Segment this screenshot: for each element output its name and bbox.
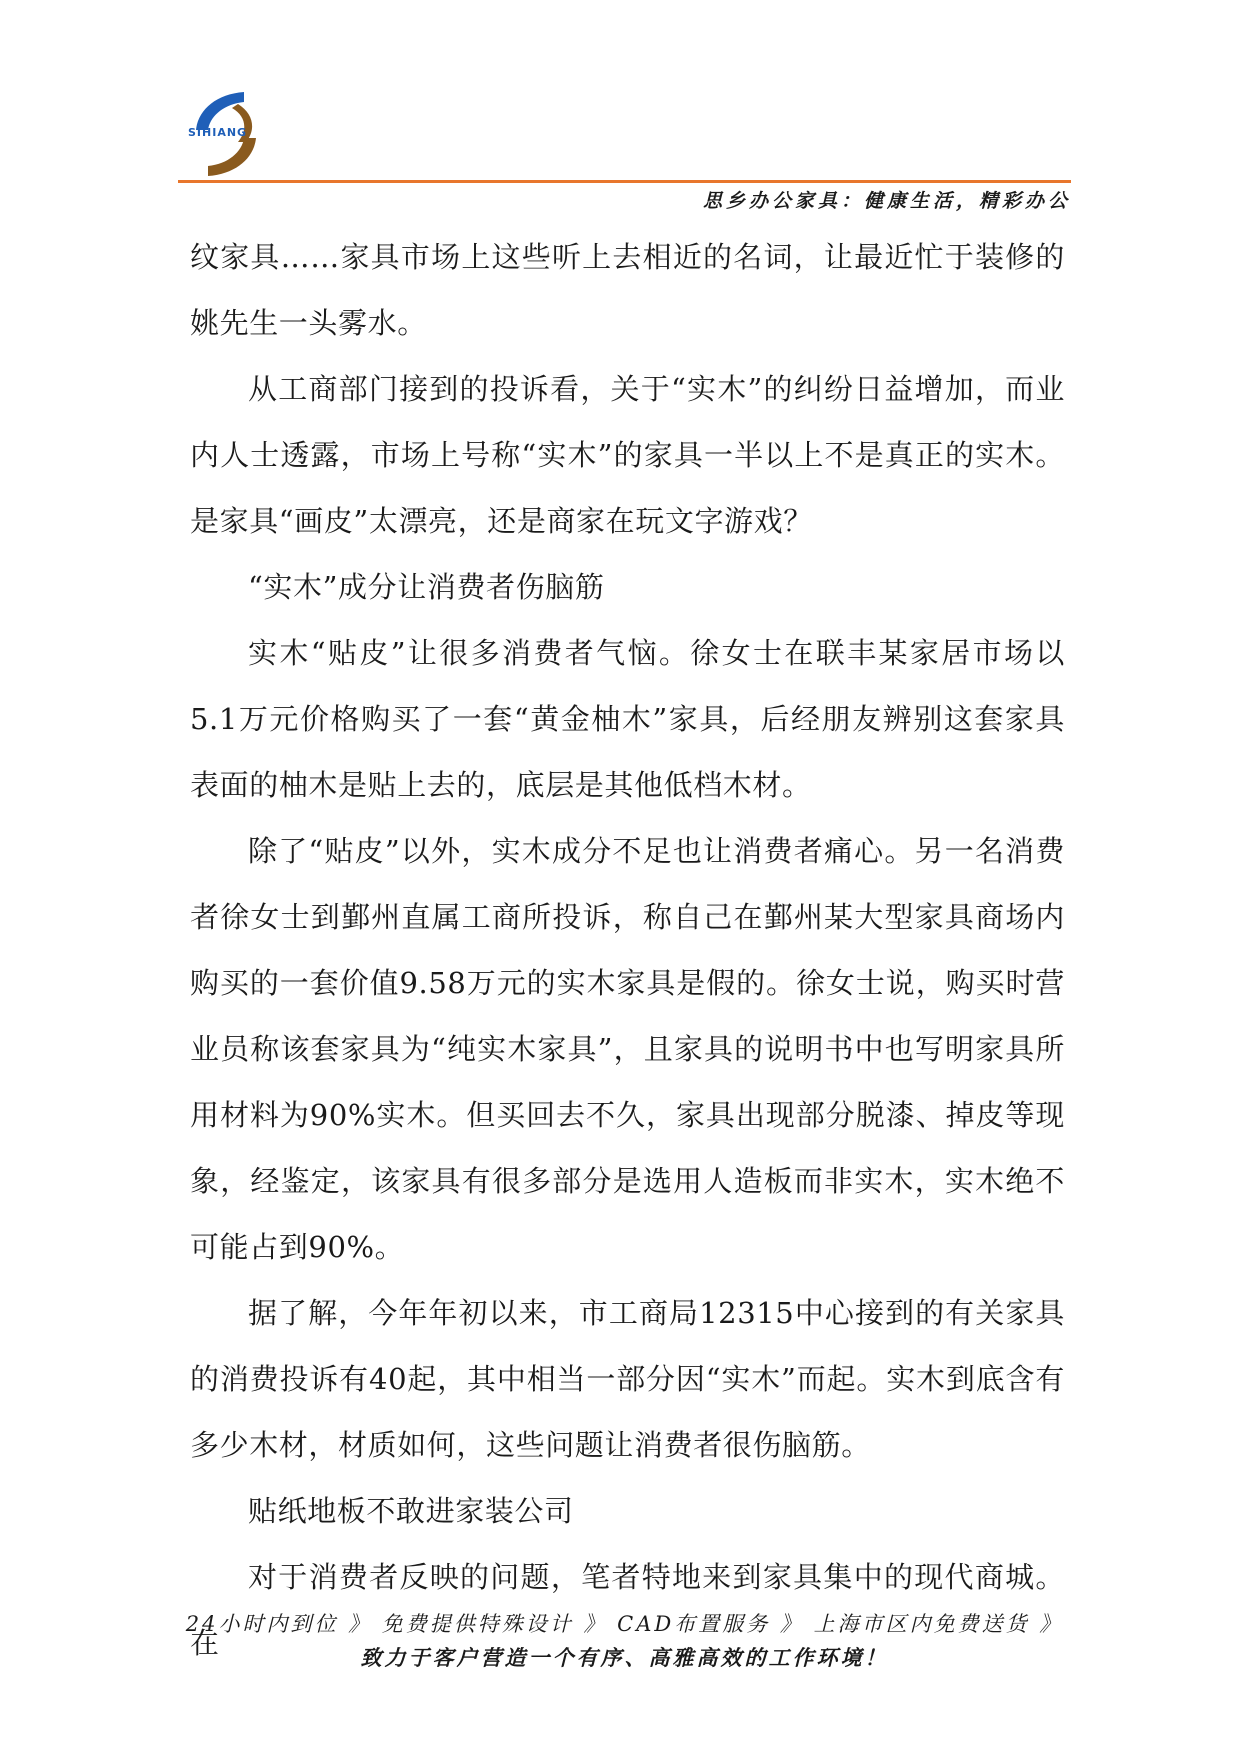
header-rule bbox=[178, 180, 1071, 183]
document-body bbox=[190, 224, 1065, 1676]
paragraph-5: 据了解，今年年初以来，市工商局12315中心接到的有关家具的消费投诉有40起，其中相当一部分因“实木”而起。实木到底含有多少木材，材质如何，这些问题让消费者很伤脑筋。 bbox=[190, 1296, 1065, 1462]
paragraph-4: 除了“贴皮”以外，实木成分不足也让消费者痛心。另一名消费者徐女士到鄞州直属工商所投诉，称自己在鄞州某大型家具商场内购买的一套价值9.58万元的实木家具是假的。徐女士说，购买时营业员称该套家具为“纯实木家具”，且家具的说明书中也写明家具所用材料为90%实木。但买回去不久，家具出现部分脱漆、掉皮等现象，经鉴定，该家具有很多部分是选用人造板而非实木，实木绝不可能占到90%。 bbox=[190, 834, 1065, 1264]
paragraph-1: 纹家具……家具市场上这些听上去相近的名词，让最近忙于装修的姚先生一头雾水。 bbox=[190, 240, 1065, 340]
paragraph-6: 对于消费者反映的问题，笔者特地来到家具集中的现代商城。在 bbox=[190, 1560, 1065, 1660]
header-slogan: 思乡办公家具：健康生活，精彩办公 bbox=[702, 190, 1071, 212]
section-heading-2: 贴纸地板不敢进家装公司 bbox=[248, 1494, 574, 1528]
footer-services: 24小时内到位 》 免费提供特殊设计 》 CAD布置服务 》 上海市区内免费送货 》 bbox=[185, 1612, 1064, 1636]
section-heading-1: “实木”成分让消费者伤脑筋 bbox=[248, 570, 605, 604]
logo-wordmark: SIHIANG bbox=[188, 126, 248, 139]
footer-mission: 致力于客户营造一个有序、高雅高效的工作环境！ bbox=[360, 1645, 889, 1670]
paragraph-2: 从工商部门接到的投诉看，关于“实木”的纠纷日益增加，而业内人士透露，市场上号称“实木”的家具一半以上不是真正的实木。是家具“画皮”太漂亮，还是商家在玩文字游戏？ bbox=[190, 372, 1065, 538]
paragraph-3: 实木“贴皮”让很多消费者气恼。徐女士在联丰某家居市场以5.1万元价格购买了一套“黄金柚木”家具，后经朋友辨别这套家具表面的柚木是贴上去的，底层是其他低档木材。 bbox=[190, 636, 1065, 802]
company-logo bbox=[186, 86, 266, 182]
logo-brown-arc bbox=[208, 138, 256, 176]
